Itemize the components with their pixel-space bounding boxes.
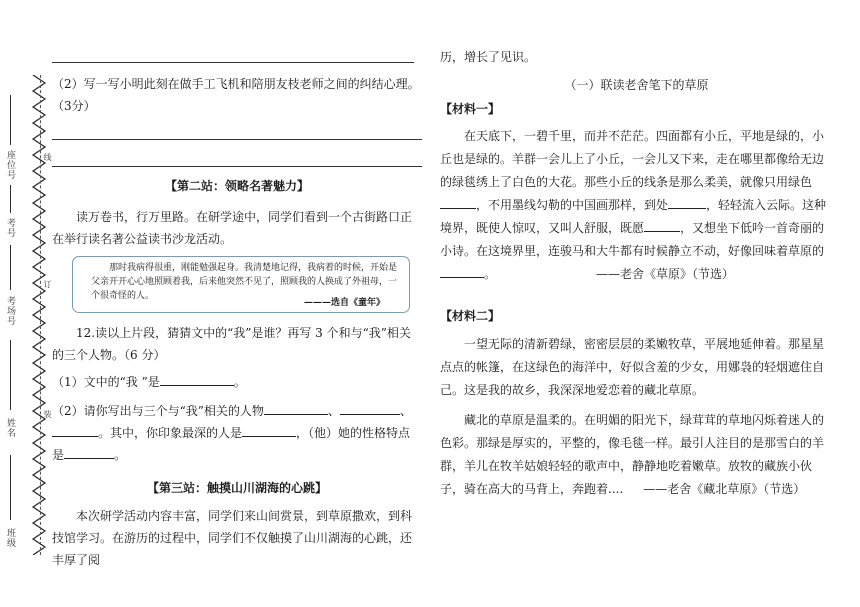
binding-label-line [10,455,11,520]
binding-margin [0,0,52,607]
seal-char-pack: 装 [43,410,52,419]
binding-label-line [10,185,11,213]
answer-line [52,166,422,167]
question-2: （2）写一写小明此刻在做手工飞机和陪朋友枝老师之间的纠结心理。（3分） [52,77,420,113]
station-2-title: 【第二站：领略名著魅力】 [164,179,309,193]
question-12-2: （2）请你写出与三个与“我”相关的人物 、 、。其中，你印象最深的人是 ，（他）她的性格特点是 。 [52,400,422,466]
label-name: 姓名 [5,418,15,438]
answer-line [52,62,414,63]
station-3-intro: 本次研学活动内容丰富，同学们来山间赏景，到草原撒欢，到科技馆学习。在游历的过程中，同学们不仅触摸了山川湖海的心跳，还丰厚了阅 [52,509,413,567]
section-title: （一）联读老舍笔下的草原 [564,78,709,92]
station-2-intro: 读万卷书，行万里路。在研学途中，同学们看到一个古街路口正在举行读名著公益读书沙龙活动。 [52,210,413,246]
answer-blank[interactable] [264,400,328,415]
answer-blank[interactable] [644,217,680,232]
binding-label-line [10,245,11,290]
answer-blank[interactable] [242,422,296,437]
material-2-paragraph-1: 一望无际的清新碧绿，密密层层的柔嫩牧草，平展地延伸着。那星星点点的帐篷，在这绿色的海洋中，好似含羞的少女，用娜袅的轻烟遮住自己。这是我的故乡，我深深地爱恋着的藏北草原。 [440,337,825,397]
label-exam-number: 考号 [5,218,15,238]
label-class: 班级 [5,528,15,548]
answer-blank[interactable] [440,263,484,278]
material-2-label: 【材料二】 [440,309,501,323]
quote-text: 那时我病得很重，刚能勉强起身。我清楚地记得，我病着的时候，开始是父亲开开心心地照顾着我，后来他突然不见了，照顾我的人换成了外祖母，一个很奇怪的人。 [91,263,398,301]
station-3-title: 【第三站：触摸山川湖海的心跳】 [146,481,327,495]
question-12-1: （1）文中的“我 ”是 。 [52,371,422,393]
material-1-text: 在天底下，一碧千里，而并不茫茫。四面都有小丘，平地是绿的，小丘也是绿的。羊群一会儿上了小丘，一会儿又下来，走在哪里都像给无边的绿毯绣上了白色的大花。那些小丘的线条是那么柔美，就像只用绿色，不用墨线勾勒的中国画那样，到处 ，轻轻流入云际。这种境界，既使人惊叹，又叫人舒服，既愿 ，又想坐下低吟一首奇丽的小诗。在这境界里，连骏马和大牛都有时候静立不动，好像回味着草原的。 ——老舍《草原》（节选） [440,129,827,281]
answer-line [52,139,422,140]
binding-label-line [10,340,11,410]
label-seat-number: 座位号 [5,150,15,180]
answer-blank[interactable] [160,371,234,386]
binding-zigzag [31,75,47,555]
material-1-source: ——老舍《草原》（节选） [596,267,735,281]
question-12: 12.读以上片段，猜猜文中的“我”是谁？再写 3 个和与“我”相关的三个人物。（6 分） [52,326,411,362]
continuation-text: 历，增长了见识。 [440,50,537,64]
answer-blank[interactable] [64,444,114,459]
material-2-paragraph-2: 藏北的草原是温柔的。在明媚的阳光下，绿茸茸的草地闪烁着迷人的色彩。那绿是厚实的，平整的，像毛毯一样。最引人注目的是那雪白的羊群，羊儿在牧羊姑娘轻轻的歌声中，静静地吃着嫩草。放牧的藏族小伙子，骑在高大的马背上，奔跑着.... ——老舍《藏北草原》（节选） [440,413,825,496]
quote-source: ———选自《童年》 [303,298,385,308]
binding-label-line [10,95,11,145]
binding-dashed-line [40,75,41,555]
answer-blank[interactable] [668,194,706,209]
answer-blank[interactable] [52,422,98,437]
seal-char-bind: 订 [43,280,52,289]
answer-blank[interactable] [340,400,400,415]
material-1-label: 【材料一】 [440,102,501,116]
label-exam-room: 考场号 [5,296,15,326]
material-2-source: ——老舍《藏北草原》（节选） [643,482,806,496]
answer-blank[interactable] [440,194,476,209]
quote-box [72,256,410,313]
seal-char-line: 线 [43,153,52,162]
